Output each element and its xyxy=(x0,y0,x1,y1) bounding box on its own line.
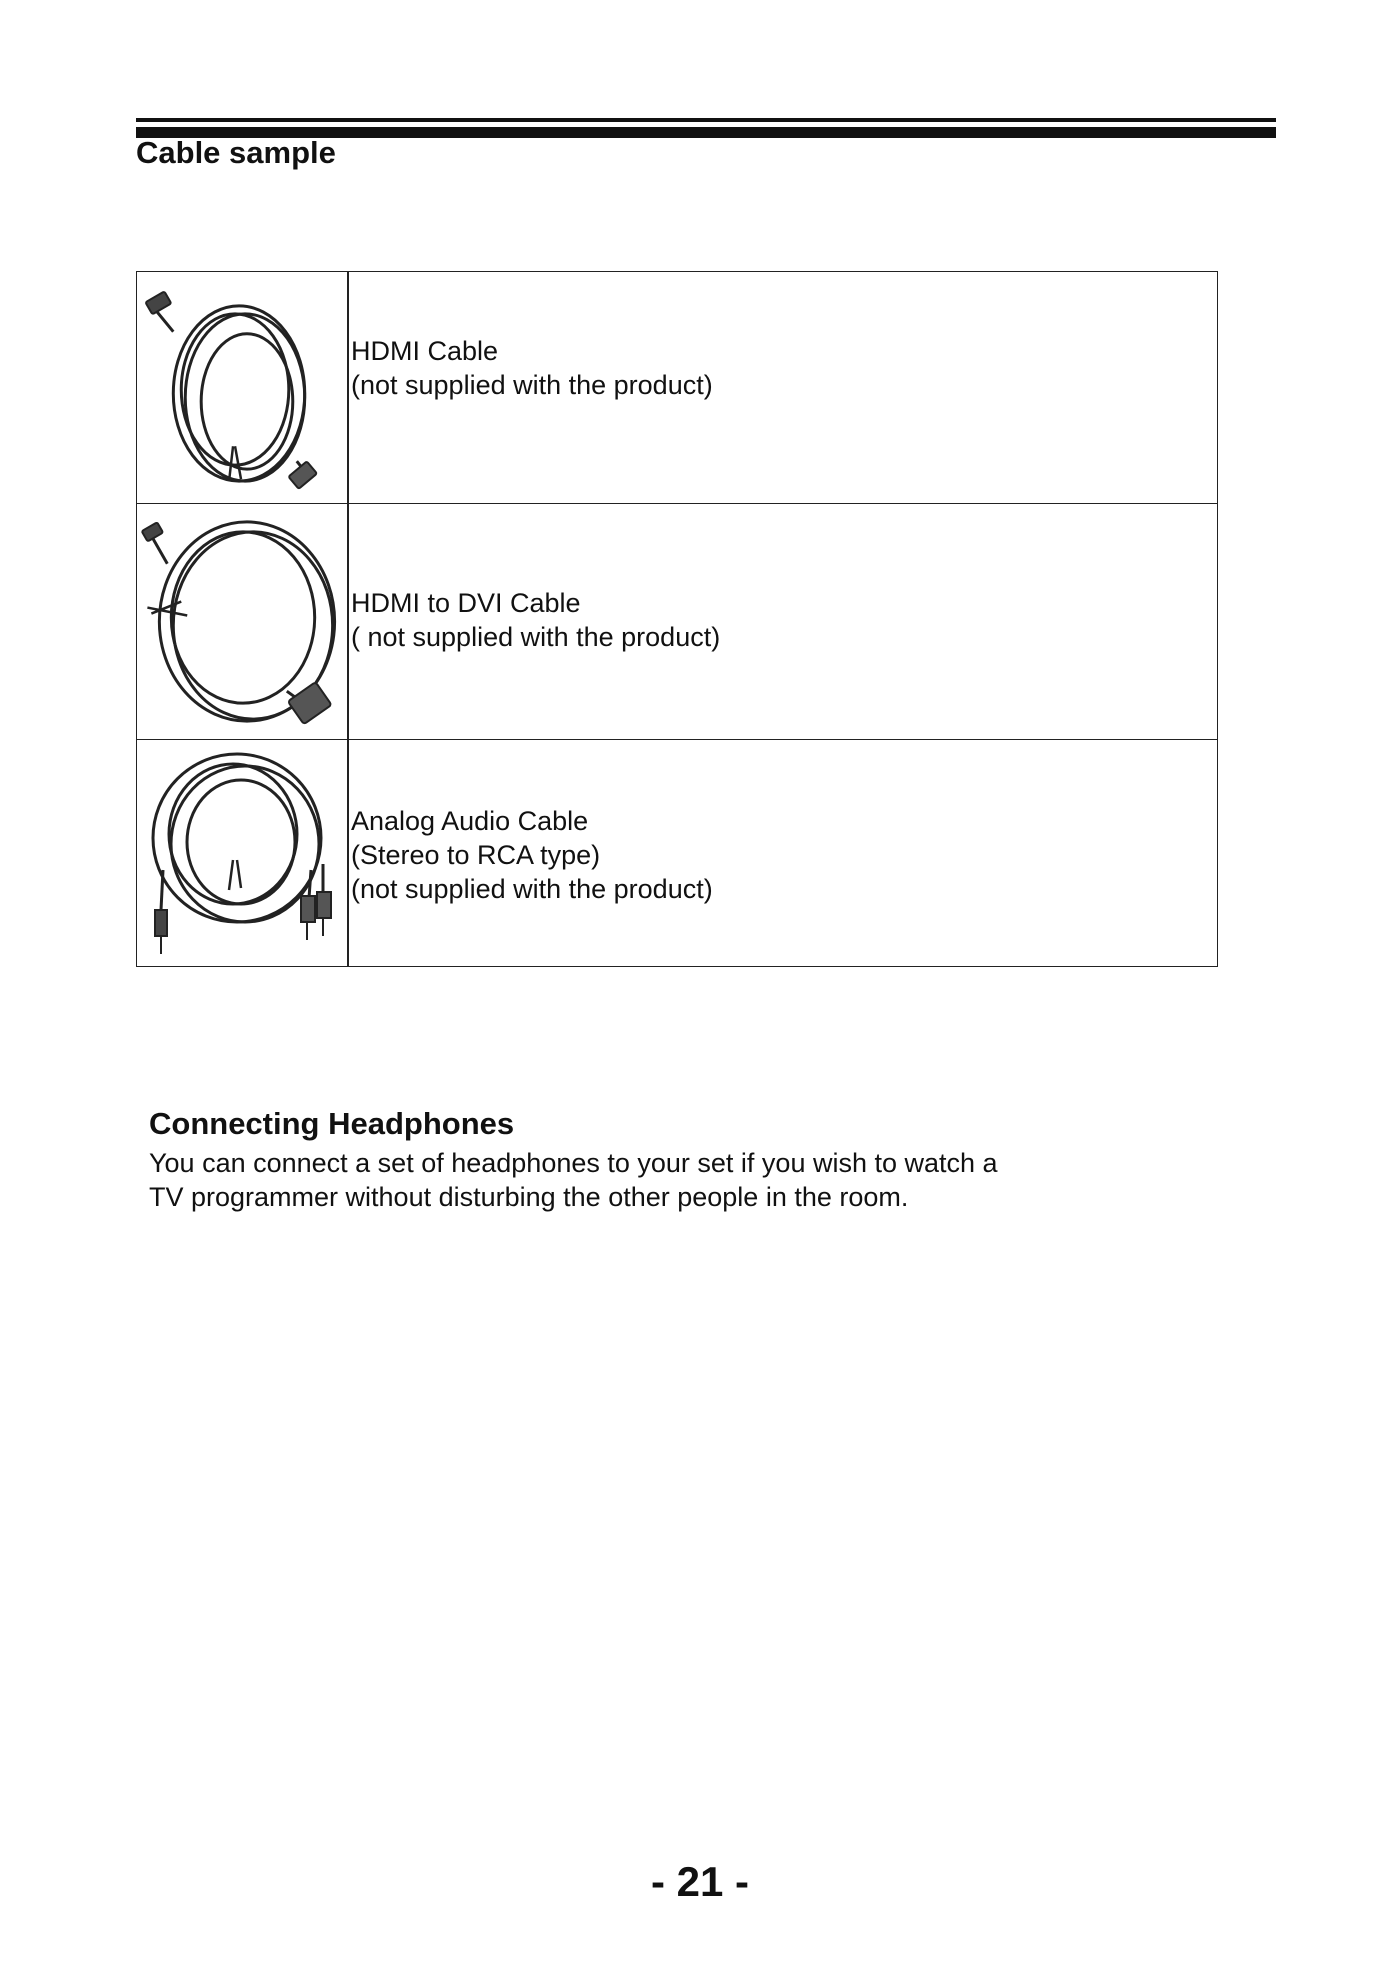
page-number: - 21 - xyxy=(650,1858,750,1905)
cable-name: HDMI Cable xyxy=(351,336,499,366)
table-row-analog-audio xyxy=(137,740,1217,966)
column-divider xyxy=(347,504,349,739)
analog-audio-cable-description xyxy=(351,804,713,906)
headphones-heading: Connecting Headphones xyxy=(149,1106,515,1141)
hdmi-cable-description xyxy=(351,334,713,402)
section-title: Cable sample xyxy=(136,135,336,170)
hdmi-to-dvi-cable-icon xyxy=(137,504,347,739)
cable-name: Analog Audio Cable xyxy=(351,806,589,836)
hdmi-to-dvi-cable-description xyxy=(351,586,720,654)
analog-audio-cable-icon xyxy=(137,740,347,966)
cable-detail: (Stereo to RCA type) xyxy=(351,840,601,870)
cable-note: (not supplied with the product) xyxy=(351,370,713,400)
cable-table xyxy=(136,271,1218,967)
cable-name: HDMI to DVI Cable xyxy=(351,588,581,618)
column-divider xyxy=(347,740,349,966)
headphones-line-1: You can connect a set of headphones to your set if you wish to watch a xyxy=(149,1148,998,1178)
cable-note: (not supplied with the product) xyxy=(351,874,713,904)
column-divider xyxy=(347,272,349,503)
hdmi-cable-icon xyxy=(137,272,347,503)
headphones-body xyxy=(149,1146,998,1214)
table-row-hdmi-to-dvi xyxy=(137,504,1217,740)
headphones-line-2: TV programmer without disturbing the other people in the room. xyxy=(149,1182,909,1212)
table-row-hdmi xyxy=(137,272,1217,504)
cable-note: ( not supplied with the product) xyxy=(351,622,721,652)
header-rule-thin xyxy=(136,118,1276,122)
